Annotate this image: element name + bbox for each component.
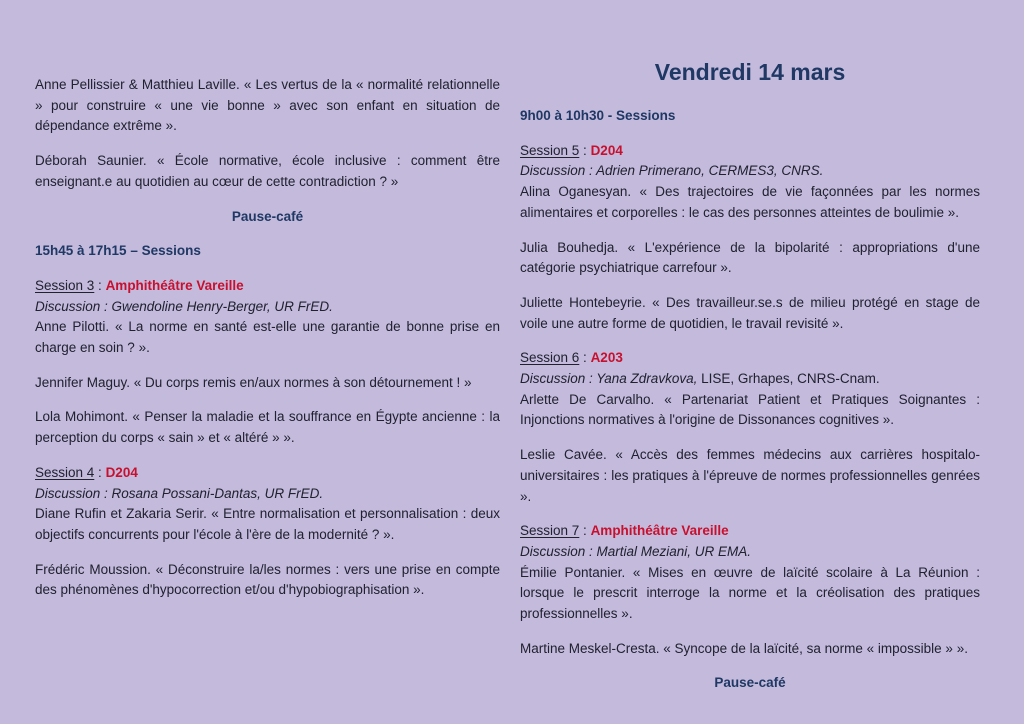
talk-oganesyan: Alina Oganesyan. « Des trajectoires de vie façonnées par les normes alimentaires et corporelles : le cas des personnes atteintes de boulimie ». (520, 184, 980, 220)
timeslot-heading-left: 15h45 à 17h15 – Sessions (35, 243, 201, 259)
day-title: Vendredi 14 mars (654, 59, 846, 85)
session-4-discussion: Discussion : Rosana Possani-Dantas, UR FrED. (35, 485, 324, 501)
session-6-discussion (520, 369, 980, 390)
session-6-discussion-name: Discussion : Yana Zdravkova, (520, 371, 698, 387)
talk-rufin-serir: Diane Rufin et Zakaria Serir. « Entre normalisation et personnalisation : deux objectifs concurrents pour l'école à l'ère de la modernité ? ». (35, 506, 500, 542)
session-3-heading (35, 276, 500, 297)
session-5-label: Session 5 (520, 142, 580, 158)
talk-pontanier: Émilie Pontanier. « Mises en œuvre de laïcité scolaire à La Réunion : lorsque le prescrit interroge la norme et la créolisation des pratiques professionnelles ». (520, 564, 980, 622)
session-5-heading (520, 141, 980, 162)
session-5-separator: : (579, 142, 591, 158)
talk-maguy: Jennifer Maguy. « Du corps remis en/aux normes à son détournement ! » (35, 374, 472, 390)
session-6-discussion-affiliation: LISE, Grhapes, CNRS-Cnam. (697, 371, 880, 387)
session-3-discussion: Discussion : Gwendoline Henry-Berger, UR FrED. (35, 298, 333, 314)
session-3-label: Session 3 (35, 277, 95, 293)
talk-cavee: Leslie Cavée. « Accès des femmes médecins aux carrières hospitalo-universitaires : les pratiques à l'épreuve de normes professionnelles genrées ». (520, 447, 980, 504)
session-3-separator: : (94, 277, 106, 293)
session-6-separator: : (579, 350, 591, 366)
session-4-room: D204 (105, 464, 138, 480)
pause-cafe-right: Pause-café (714, 675, 786, 691)
session-7-room: Amphithéâtre Vareille (590, 523, 729, 539)
talk-mohimont: Lola Mohimont. « Penser la maladie et la souffrance en Égypte ancienne : la perception du corps « sain » et « altéré » ». (35, 409, 500, 446)
session-4-label: Session 4 (35, 464, 95, 480)
session-7-heading (520, 521, 980, 542)
session-5-discussion: Discussion : Adrien Primerano, CERMES3, CNRS. (520, 163, 824, 179)
left-column (35, 58, 500, 724)
right-column (520, 58, 980, 724)
talk-carvalho: Arlette De Carvalho. « Partenariat Patient et Pratiques Soignantes : Injonctions normatives à l'origine de Dissonances cognitives ». (520, 391, 980, 428)
talk-pilotti: Anne Pilotti. « La norme en santé est-elle une garantie de bonne prise en charge en soin ? ». (35, 319, 500, 356)
session-4-heading (35, 463, 500, 484)
session-5-room: D204 (590, 142, 623, 158)
timeslot-heading-right: 9h00 à 10h30 - Sessions (520, 108, 676, 123)
talk-bouhedja: Julia Bouhedja. « L'expérience de la bipolarité : appropriations d'une catégorie psychiatrique carrefour ». (520, 239, 980, 276)
session-3-room: Amphithéâtre Vareille (105, 277, 244, 293)
talk-moussion: Frédéric Moussion. « Déconstruire la/les normes : vers une prise en compte des phénomènes d'hypocorrection et/ou d'hypobiographisation ». (35, 561, 500, 598)
talk-pellissier-laville: Anne Pellissier & Matthieu Laville. « Les vertus de la « normalité relationnelle » pour construire « une vie bonne » avec son enfant en situation de dépendance extrême ». (35, 77, 500, 134)
talk-meskel-cresta: Martine Meskel-Cresta. « Syncope de la laïcité, sa norme « impossible » ». (520, 640, 968, 656)
session-7-separator: : (579, 523, 591, 539)
session-6-label: Session 6 (520, 350, 580, 366)
session-6-room: A203 (590, 350, 623, 366)
session-4-separator: : (94, 464, 106, 480)
talk-saunier: Déborah Saunier. « École normative, école inclusive : comment être enseignant.e au quotidien au cœur de cette contradiction ? » (35, 153, 500, 189)
session-6-heading (520, 348, 980, 369)
pause-cafe-left: Pause-café (231, 208, 304, 224)
talk-hontebeyrie: Juliette Hontebeyrie. « Des travailleur.se.s de milieu protégé en stage de voile une autre forme de quotidien, le travail revisité ». (520, 294, 980, 331)
session-7-label: Session 7 (520, 523, 580, 539)
session-7-discussion: Discussion : Martial Meziani, UR EMA. (520, 543, 752, 559)
